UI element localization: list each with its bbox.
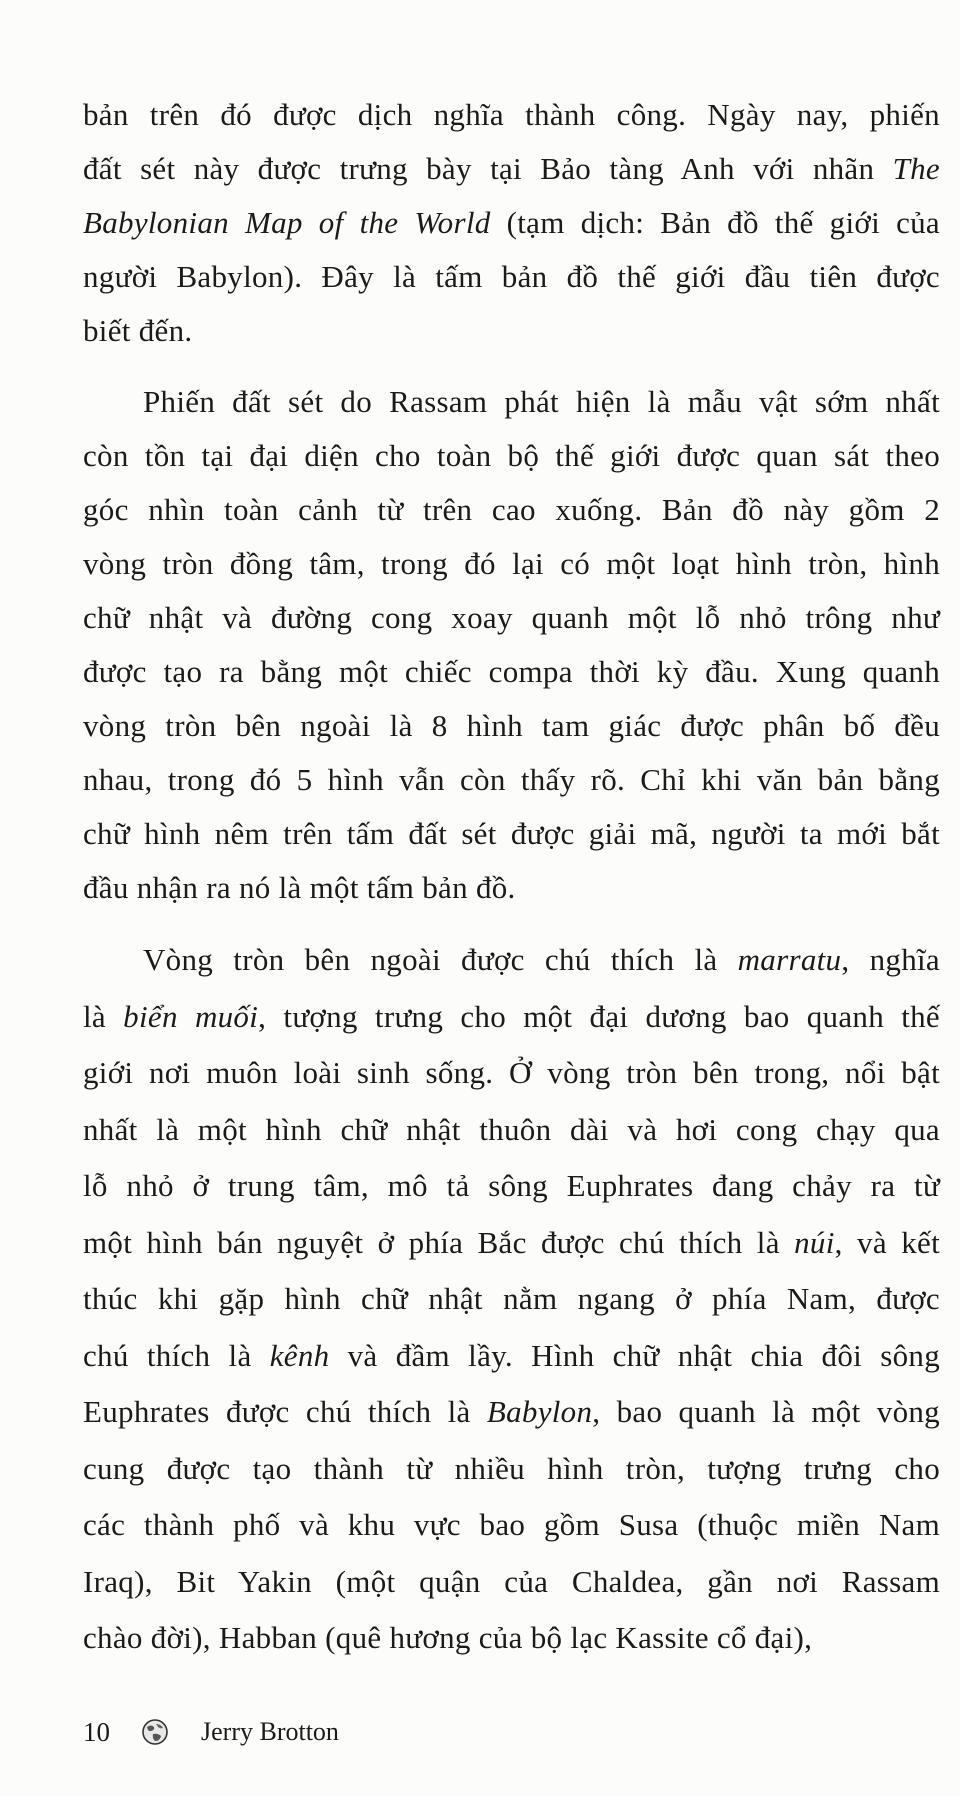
text-line <box>83 989 940 1046</box>
text-segment: cung được tạo thành từ nhiều hình tròn, tượng trưng cho <box>83 1450 940 1486</box>
text-segment: lỗ nhỏ ở trung tâm, mô tả sông Euphrates đang chảy ra từ <box>83 1168 940 1203</box>
text-segment: vòng tròn bên ngoài là 8 hình tam giác được phân bố đều <box>83 708 940 743</box>
italic-text: biển muối <box>123 998 259 1034</box>
text-segment: (tạm dịch: Bản đồ thế giới của <box>490 205 940 240</box>
italic-text: marratu <box>737 942 842 977</box>
text-segment: bản trên đó được dịch nghĩa thành công. Ngày nay, phiến <box>83 97 940 132</box>
page-number: 10 <box>83 1716 110 1747</box>
text-segment: , bao quanh là một vòng <box>592 1394 940 1429</box>
text-line <box>83 304 940 358</box>
paragraph <box>83 375 940 915</box>
text-line <box>83 429 940 483</box>
text-line <box>83 142 940 196</box>
text-line <box>83 591 940 645</box>
text-segment: biết đến. <box>83 313 193 348</box>
italic-text: Babylon <box>486 1394 593 1429</box>
text-segment: thúc khi gặp hình chữ nhật nằm ngang ở phía Nam, được <box>83 1281 940 1316</box>
text-line <box>83 483 940 537</box>
globe-icon <box>141 1718 169 1746</box>
text-line <box>83 1441 940 1498</box>
text-line <box>83 1610 940 1667</box>
text-segment: Vòng tròn bên ngoài được chú thích là <box>143 942 738 977</box>
text-line <box>83 753 940 807</box>
text-segment: các thành phố và khu vực bao gồm Susa (thuộc miền Nam <box>83 1507 940 1542</box>
text-line <box>83 1102 940 1159</box>
text-line <box>83 1271 940 1328</box>
paragraph <box>83 88 940 358</box>
italic-text: The <box>892 151 940 186</box>
italic-text: kênh <box>269 1337 330 1373</box>
paragraph <box>83 932 940 1667</box>
text-segment: giới nơi muôn loài sinh sống. Ở vòng tròn bên trong, nổi bật <box>83 1055 940 1090</box>
text-segment: vòng tròn đồng tâm, trong đó lại có một loạt hình tròn, hình <box>83 546 940 581</box>
text-segment: nhất là một hình chữ nhật thuôn dài và hơi cong chạy qua <box>83 1111 940 1147</box>
text-line <box>83 861 940 915</box>
text-segment: Euphrates được chú thích là <box>83 1394 487 1429</box>
text-segment: chữ nhật và đường cong xoay quanh một lỗ nhỏ trông như <box>83 600 940 635</box>
text-line <box>83 807 940 861</box>
text-line <box>83 1215 940 1272</box>
italic-text: núi <box>794 1224 835 1260</box>
text-line <box>83 375 940 429</box>
text-segment: chú thích là <box>83 1337 270 1373</box>
text-segment: còn tồn tại đại diện cho toàn bộ thế giới được quan sát theo <box>83 438 940 473</box>
page-footer <box>83 1712 339 1752</box>
text-line <box>83 1554 940 1611</box>
text-line <box>83 250 940 304</box>
text-segment: , tượng trưng cho một đại dương bao quanh thế <box>258 998 940 1034</box>
text-segment: đất sét này được trưng bày tại Bảo tàng Anh với nhãn <box>83 151 893 186</box>
text-segment: , và kết <box>834 1224 940 1260</box>
text-segment: và đầm lầy. Hình chữ nhật chia đôi sông <box>329 1337 940 1373</box>
text-segment: một hình bán nguyệt ở phía Bắc được chú thích là <box>83 1224 795 1260</box>
text-line <box>83 1158 940 1215</box>
text-line <box>83 1328 940 1385</box>
author-name: Jerry Brotton <box>201 1717 339 1746</box>
text-line <box>83 88 940 142</box>
text-segment: là <box>83 998 124 1034</box>
text-line <box>83 1384 940 1441</box>
page-body <box>83 88 940 1667</box>
text-segment: chữ hình nêm trên tấm đất sét được giải mã, người ta mới bắt <box>83 816 940 851</box>
text-line <box>83 699 940 753</box>
text-segment: chào đời), Habban (quê hương của bộ lạc Kassite cổ đại), <box>83 1620 813 1655</box>
text-segment: đầu nhận ra nó là một tấm bản đồ. <box>83 870 516 905</box>
text-segment: góc nhìn toàn cảnh từ trên cao xuống. Bản đồ này gồm 2 <box>83 492 940 527</box>
text-line <box>83 932 940 989</box>
text-line <box>83 1497 940 1554</box>
text-line <box>83 1045 940 1102</box>
text-line <box>83 537 940 591</box>
italic-text: Babylonian Map of the World <box>83 205 491 240</box>
text-segment: được tạo ra bằng một chiếc compa thời kỳ đầu. Xung quanh <box>83 654 940 689</box>
text-line <box>83 645 940 699</box>
text-segment: Iraq), Bit Yakin (một quận của Chaldea, gần nơi Rassam <box>83 1563 940 1599</box>
text-segment: , nghĩa <box>841 942 940 977</box>
text-segment: người Babylon). Đây là tấm bản đồ thế giới đầu tiên được <box>83 259 940 294</box>
text-segment: nhau, trong đó 5 hình vẫn còn thấy rõ. Chỉ khi văn bản bằng <box>83 762 940 797</box>
text-line <box>83 196 940 250</box>
text-segment: Phiến đất sét do Rassam phát hiện là mẫu vật sớm nhất <box>143 384 940 419</box>
